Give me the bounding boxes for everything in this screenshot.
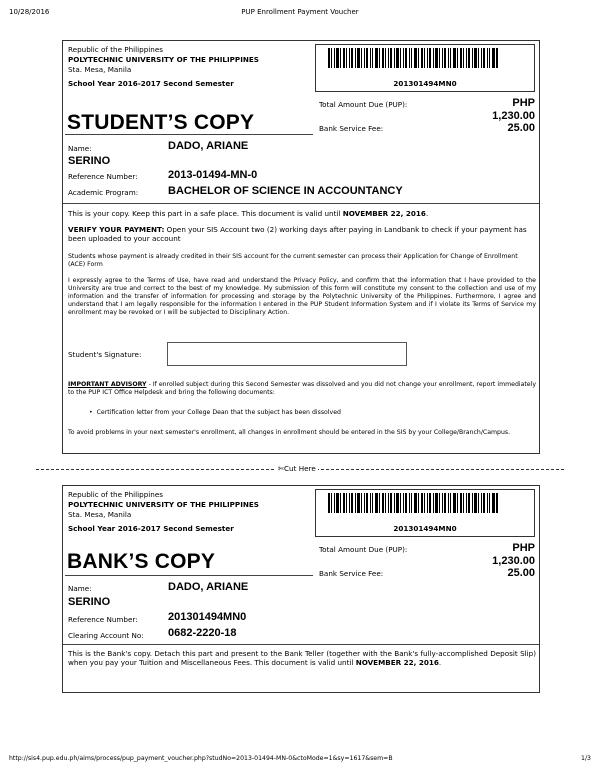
program-label: Academic Program: bbox=[68, 188, 139, 197]
amount-due-label: Total Amount Due (PUP): bbox=[319, 545, 408, 554]
print-url: http://sis4.pup.edu.ph/aims/process/pup_payment_voucher.php?studNo=2013-01494-MN-0&ctoMode=1&sy=1617&sem=B bbox=[9, 755, 393, 762]
copy-title: BANK’S COPY bbox=[67, 550, 216, 573]
privacy-agreement: I expressly agree to the Terms of Use, have read and understand the Privacy Policy, and confirm that the information that I have provided to the University are true and correct to the best of my knowledge. My submission of this form will constitute my consent to the collection and use of my information and the transfer of information for processing and storage by the Polytechnic University of the Philippines. Furthermore, I agree and understand that I am legally responsible for the information I entered in the PUP Student Information System and if I violate its Terms of Service my enrollment may be revoked or I will be subjected to Disciplinary Action. bbox=[68, 277, 536, 316]
valid-until-date: NOVEMBER 22, 2016 bbox=[355, 658, 439, 668]
barcode-image bbox=[328, 493, 498, 513]
barcode-number: 201301494MN0 bbox=[393, 79, 457, 88]
barcode-box bbox=[315, 44, 535, 92]
reference-number: 2013-01494-MN-0 bbox=[168, 169, 258, 181]
amount-due-value: 1,230.00 bbox=[492, 110, 535, 122]
reference-number: 201301494MN0 bbox=[168, 611, 247, 623]
university-name: POLYTECHNIC UNIVERSITY OF THE PHILIPPINES bbox=[68, 500, 259, 509]
title-underline bbox=[65, 575, 313, 576]
copy-note bbox=[68, 209, 536, 218]
university-location: Sta. Mesa, Manila bbox=[68, 65, 132, 74]
bank-note-text: This is the Bank's copy. Detach this part and present to the Bank Teller (together with the Bank's fully-accomplished Deposit Slip) when you pay your Tuition and Miscellaneous Fees. This document is valid until bbox=[68, 649, 536, 668]
advisory-bullet-text: Certification letter from your College Dean that the subject has been dissolved bbox=[96, 409, 341, 416]
name-label: Name: bbox=[68, 144, 92, 153]
university-name: POLYTECHNIC UNIVERSITY OF THE PHILIPPINES bbox=[68, 55, 259, 64]
copy-note-end: . bbox=[425, 209, 429, 218]
credited-note: Students whose payment is already credited in their SIS account for the current semester can process their Application for Change of Enrollment (ACE) Form bbox=[68, 253, 518, 268]
country-label: Republic of the Philippines bbox=[68, 45, 164, 54]
service-fee-value: 25.00 bbox=[507, 122, 535, 134]
verify-text: Open your SIS Account two (2) working days after paying in Landbank to check if your payment has been uploaded to your account bbox=[68, 225, 527, 244]
student-name-continued: SERINO bbox=[68, 596, 111, 608]
section-divider bbox=[63, 644, 539, 645]
amount-due-value: 1,230.00 bbox=[492, 555, 535, 567]
clearing-account-number: 0682-2220-18 bbox=[168, 627, 237, 639]
cut-here-label bbox=[276, 464, 318, 473]
student-copy-voucher bbox=[62, 40, 540, 454]
copy-note-text: This is your copy. Keep this part in a safe place. This document is valid until bbox=[68, 209, 343, 218]
bank-copy-note bbox=[68, 649, 536, 667]
valid-until-date: NOVEMBER 22, 2016 bbox=[342, 209, 426, 218]
barcode-number: 201301494MN0 bbox=[393, 524, 457, 533]
verify-payment-note bbox=[68, 225, 536, 243]
advisory-label: IMPORTANT ADVISORY bbox=[68, 381, 147, 388]
reference-label: Reference Number: bbox=[68, 615, 138, 624]
school-year: School Year 2016-2017 Second Semester bbox=[68, 79, 234, 88]
section-divider bbox=[63, 203, 539, 204]
name-label: Name: bbox=[68, 584, 92, 593]
service-fee-label: Bank Service Fee: bbox=[319, 569, 384, 578]
country-label: Republic of the Philippines bbox=[68, 490, 164, 499]
bullet-icon: • bbox=[89, 409, 97, 416]
signature-label: Student's Signature: bbox=[68, 350, 142, 359]
service-fee-label: Bank Service Fee: bbox=[319, 124, 384, 133]
cut-here-text: Cut Here bbox=[284, 464, 316, 473]
bank-copy-voucher bbox=[62, 485, 540, 693]
advisory-footer: To avoid problems in your next semester's enrollment, all changes in enrollment should be entered in the SIS by your College/Branch/Campus. bbox=[68, 429, 511, 436]
student-name: DADO, ARIANE bbox=[168, 581, 249, 593]
university-location: Sta. Mesa, Manila bbox=[68, 510, 132, 519]
important-advisory bbox=[68, 381, 536, 397]
verify-label: VERIFY YOUR PAYMENT: bbox=[68, 225, 165, 234]
academic-program: BACHELOR OF SCIENCE IN ACCOUNTANCY bbox=[168, 185, 403, 197]
service-fee-value: 25.00 bbox=[507, 567, 535, 579]
student-name: DADO, ARIANE bbox=[168, 140, 249, 152]
student-name-continued: SERINO bbox=[68, 155, 111, 167]
scissors-icon: ✄ bbox=[278, 464, 285, 473]
reference-label: Reference Number: bbox=[68, 172, 138, 181]
signature-field[interactable] bbox=[167, 342, 407, 366]
school-year: School Year 2016-2017 Second Semester bbox=[68, 524, 234, 533]
page-number: 1/3 bbox=[581, 755, 591, 762]
currency-label: PHP bbox=[512, 97, 535, 109]
clearing-account-label: Clearing Account No: bbox=[68, 631, 144, 640]
barcode-image bbox=[328, 48, 498, 68]
bank-note-end: . bbox=[438, 658, 442, 668]
copy-title: STUDENT’S COPY bbox=[67, 111, 255, 134]
amount-due-label: Total Amount Due (PUP): bbox=[319, 100, 408, 109]
currency-label: PHP bbox=[512, 542, 535, 554]
advisory-bullet bbox=[89, 409, 341, 416]
title-underline bbox=[65, 134, 313, 135]
print-title: PUP Enrollment Payment Voucher bbox=[241, 8, 359, 16]
advisory-text: - If enrolled subject during this Second Semester was dissolved and you did not change your enrollment, report immediately to the PUP ICT Office Helpdesk and bring the following documents: bbox=[68, 381, 536, 396]
barcode-box bbox=[315, 489, 535, 537]
print-date: 10/28/2016 bbox=[9, 8, 50, 16]
